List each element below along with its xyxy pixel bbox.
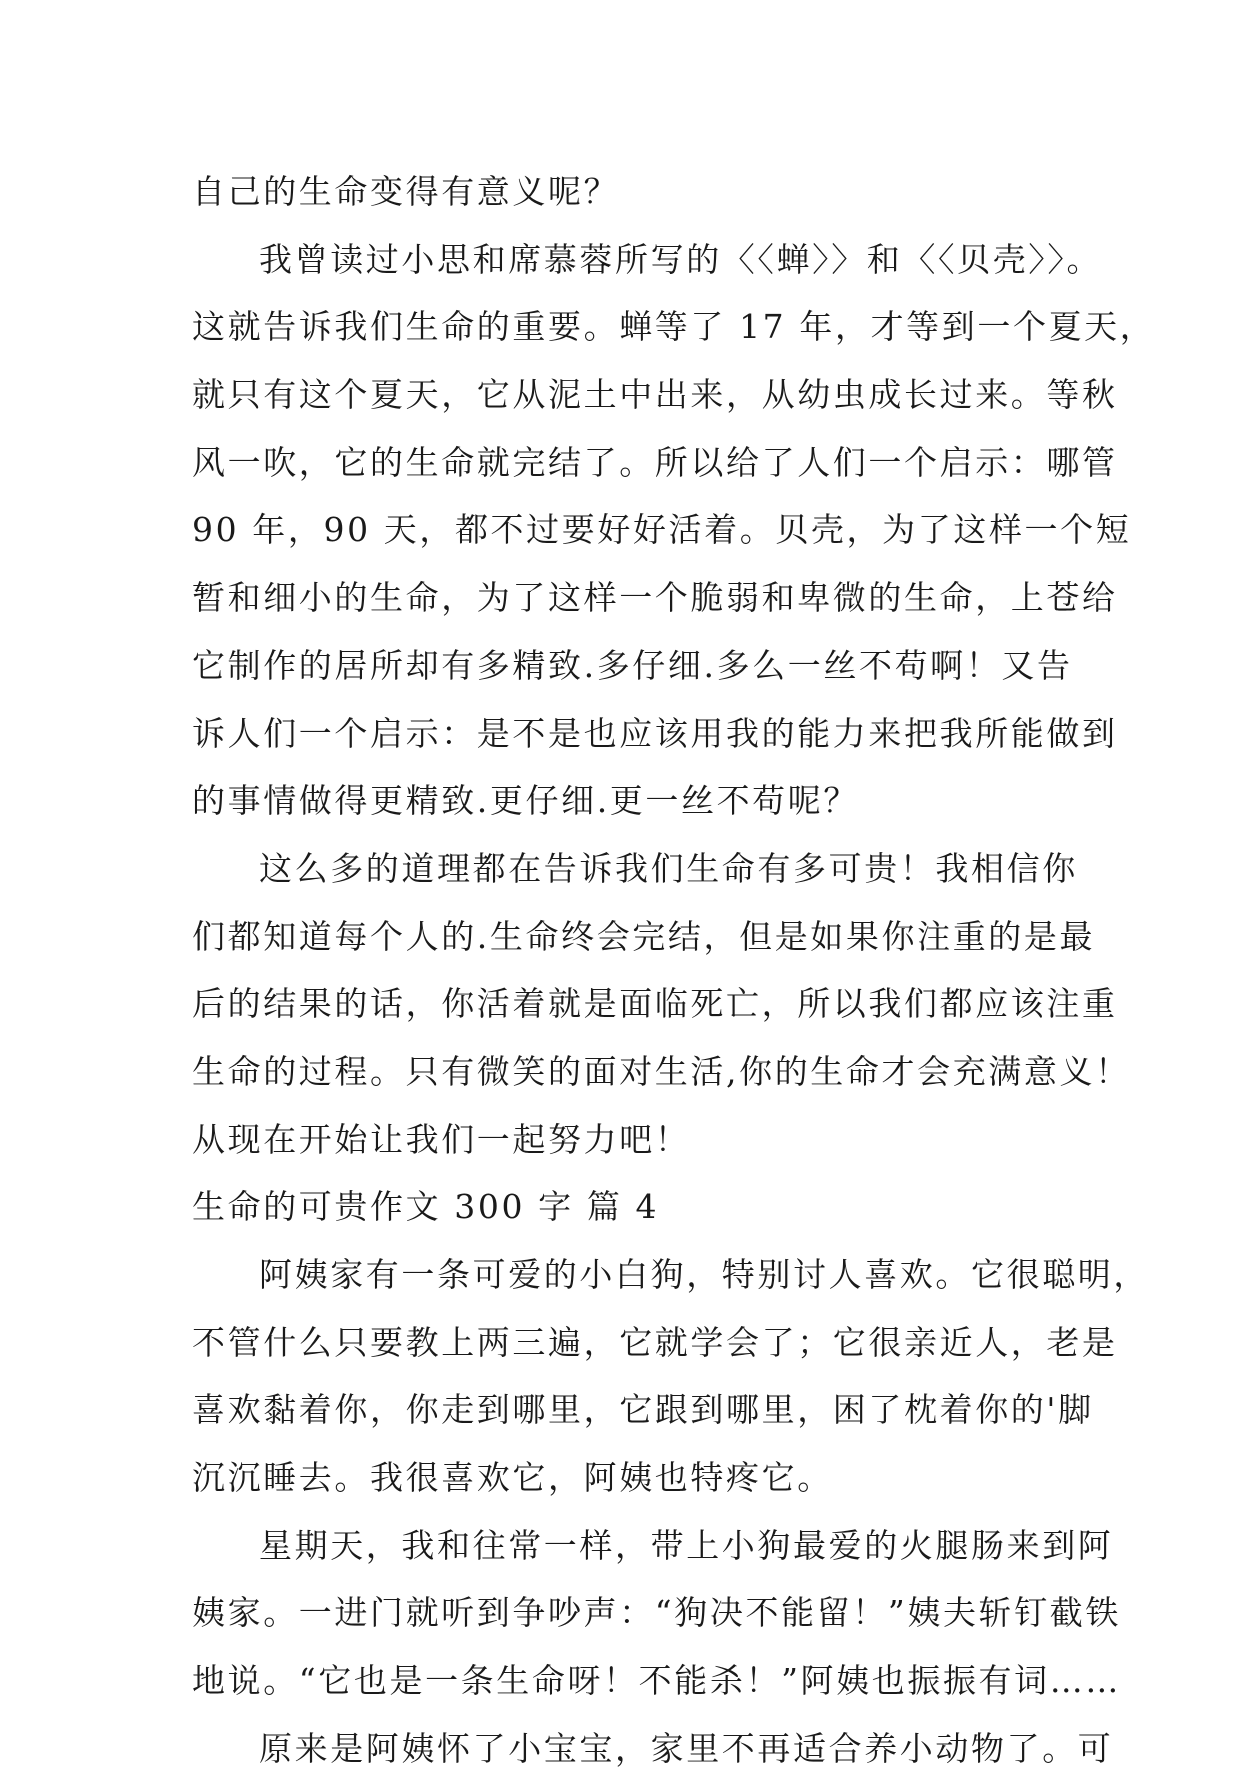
- text-line: 地说。“它也是一条生命呀！不能杀！”阿姨也振振有词……: [192, 1661, 1121, 1701]
- text-line: 风一吹，它的生命就完结了。所以给了人们一个启示：哪管: [192, 442, 1118, 482]
- text-line: 90 年，90 天，都不过要好好活着。贝壳，为了这样一个短: [192, 510, 1132, 550]
- text-line: 它制作的居所却有多精致.多仔细.多么一丝不苟啊！又告: [192, 645, 1073, 685]
- text-line: 们都知道每个人的.生命终会完结，但是如果你注重的是最: [192, 916, 1096, 956]
- text-line: 沉沉睡去。我很喜欢它，阿姨也特疼它。: [192, 1458, 833, 1498]
- text-line: 从现在开始让我们一起努力吧！: [192, 1119, 691, 1159]
- text-line: 不管什么只要教上两三遍，它就学会了；它很亲近人，老是: [192, 1322, 1118, 1362]
- text-line: 诉人们一个启示：是不是也应该用我的能力来把我所能做到: [192, 713, 1118, 753]
- document-body: [192, 158, 1156, 1783]
- text-line: 生命的过程。只有微笑的面对生活,你的生命才会充满意义！: [192, 1051, 1131, 1091]
- text-line: 就只有这个夏天，它从泥土中出来，从幼虫成长过来。等秋: [192, 375, 1118, 415]
- section-heading: 生命的可贵作文 300 字 篇 4: [192, 1187, 660, 1227]
- text-line: 暂和细小的生命，为了这样一个脆弱和卑微的生命，上苍给: [192, 578, 1118, 618]
- text-line: 这就告诉我们生命的重要。蝉等了 17 年，才等到一个夏天，: [192, 307, 1156, 347]
- text-line: 喜欢黏着你，你走到哪里，它跟到哪里，困了枕着你的'脚: [192, 1390, 1094, 1430]
- text-line: 阿姨家有一条可爱的小白狗，特别讨人喜欢。它很聪明，: [259, 1255, 1149, 1294]
- text-line: 自己的生命变得有意义呢？: [192, 172, 620, 211]
- text-line: 的事情做得更精致.更仔细.更一丝不苟呢？: [192, 781, 859, 821]
- text-line: 姨家。一进门就听到争吵声：“狗决不能留！”姨夫斩钉截铁: [192, 1593, 1121, 1633]
- text-line: 我曾读过小思和席慕蓉所写的〈〈蝉〉〉和〈〈贝壳〉〉。: [259, 239, 1103, 279]
- text-line: 星期天，我和往常一样，带上小狗最爱的火腿肠来到阿: [259, 1525, 1114, 1565]
- text-line: 原来是阿姨怀了小宝宝，家里不再适合养小动物了。可: [259, 1728, 1114, 1768]
- text-line: 后的结果的话，你活着就是面临死亡，所以我们都应该注重: [192, 984, 1118, 1024]
- text-line: 这么多的道理都在告诉我们生命有多可贵！我相信你: [259, 848, 1078, 888]
